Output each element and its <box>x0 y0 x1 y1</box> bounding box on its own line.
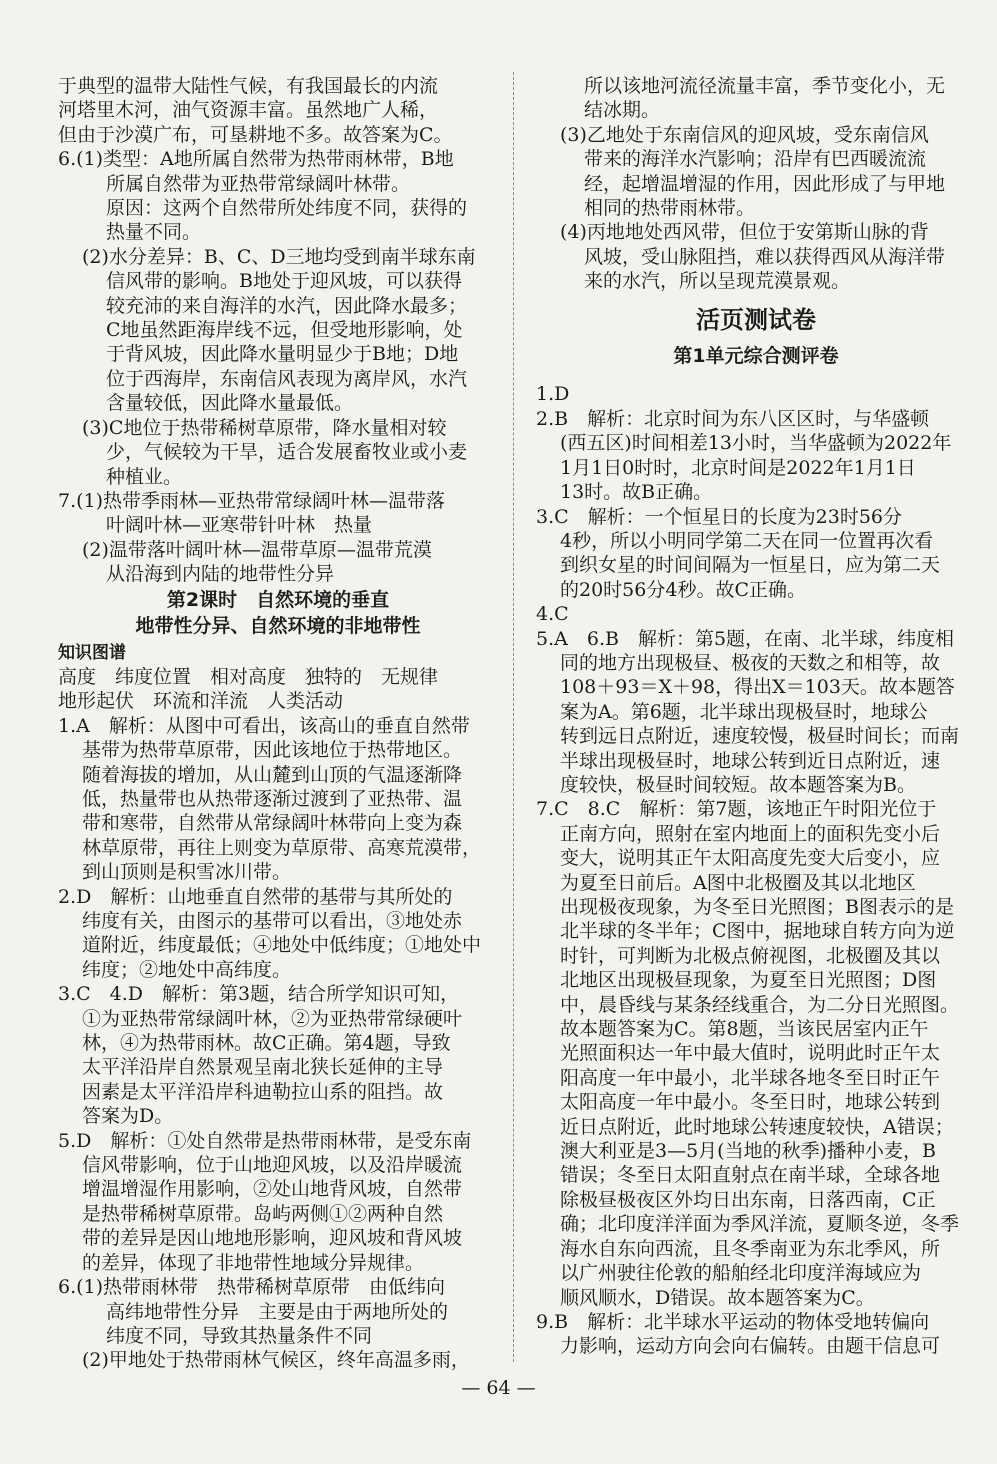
right-line: 度较快，极昼时间较短。故本题答案为B。 <box>560 773 916 796</box>
left-line: 地形起伏 环流和洋流 人类活动 <box>58 690 344 713</box>
right-line: 13时。故B正确。 <box>560 481 713 504</box>
right-line: 风坡，受山脉阻挡，难以获得西风从海洋带 <box>584 245 946 268</box>
right-line: 为夏至日前后。A图中北极圈及其以北地区 <box>560 871 916 894</box>
right-line: 除极昼极夜区外均日出东南，日落西南，C正 <box>560 1188 936 1211</box>
right-line: (3)乙地处于东南信风的迎风坡，受东南信风 <box>560 123 929 146</box>
right-line: 活页测试卷 <box>696 305 816 334</box>
left-line: 信风带的影响。B地处于迎风坡，可以获得 <box>106 270 462 293</box>
right-line: 案为A。第6题，北半球出现极昼时，地球公 <box>560 700 928 723</box>
left-line: 带和寒带，自然带从常绿阔叶林带向上变为森 <box>82 812 463 835</box>
right-line: 顺风顺水，D错误。故本题答案为C。 <box>560 1286 875 1309</box>
right-line: 出现极夜现象，为冬至日光照图；B图表示的是 <box>560 896 954 918</box>
left-line: 位于西海岸，东南信风表现为离岸风，水汽 <box>106 367 468 390</box>
left-line: 较充沛的来自海洋的水汽，因此降水最多； <box>106 294 468 317</box>
right-line: 力影响，运动方向会向右偏转。由题干信息可 <box>560 1335 941 1358</box>
right-line: 相同的热带雨林带。 <box>584 197 756 220</box>
right-column <box>536 74 976 1359</box>
left-line: 热量不同。 <box>106 221 202 244</box>
right-line: 9.B 解析：北半球水平运动的物体受地转偏向 <box>536 1310 930 1333</box>
left-line: ①为亚热带常绿阔叶林，②为亚热带常绿硬叶 <box>82 1007 463 1030</box>
page-number: — 64 — <box>461 1377 536 1399</box>
right-line: 经，起增温增湿的作用，因此形成了与甲地 <box>584 172 946 195</box>
right-line: 以广州驶往伦敦的船舶经北印度洋海域应为 <box>560 1262 922 1285</box>
left-line: 7.(1)热带季雨林—亚热带常绿阔叶林—温带落 <box>58 489 446 512</box>
left-line: 林，④为热带雨林。故C正确。第4题，导致 <box>82 1032 451 1055</box>
right-line: 错误；冬至日太阳直射点在南半球，全球各地 <box>560 1164 941 1187</box>
right-line: 故本题答案为C。第8题，当该民居室内正午 <box>560 1018 929 1041</box>
left-line: 到山顶则是积雪冰川带。 <box>82 861 292 884</box>
right-line: 4.C <box>536 603 569 626</box>
left-line: C地虽然距海岸线不远，但受地形影响，处 <box>106 319 463 342</box>
left-line: 低，热量带也从热带逐渐过渡到了亚热带、温 <box>82 787 463 810</box>
left-line: 种植业。 <box>106 465 183 488</box>
left-line: 知识图谱 <box>58 642 126 663</box>
left-line: (2)甲地处于热带雨林气候区，终年高温多雨， <box>82 1349 470 1372</box>
left-line: 含量较低，因此降水量最低。 <box>106 392 354 415</box>
left-line: 5.D 解析：①处自然带是热带雨林带，是受东南 <box>58 1129 472 1152</box>
left-line: 1.A 解析：从图中可看出，该高山的垂直自然带 <box>58 714 470 737</box>
left-line: 3.C 4.D 解析：第3题，结合所学知识可知， <box>58 983 460 1006</box>
left-line: (3)C地位于热带稀树草原带，降水量相对较 <box>82 416 447 439</box>
left-line: 高度 纬度位置 相对高度 独特的 无规律 <box>58 665 439 688</box>
right-line: 光照面积达一年中最大值时，说明此时正午太 <box>560 1042 941 1065</box>
left-line: 的差异，体现了非地带性地域分异规律。 <box>82 1251 425 1274</box>
left-line: 林草原带，再往上则变为草原带、高寒荒漠带， <box>82 836 482 859</box>
right-line: 半球出现极昼时，地球公转到近日点附近，速 <box>560 749 941 772</box>
right-line: 7.C 8.C 解析：第7题，该地正午时阳光位于 <box>536 798 937 821</box>
right-line: 的20时56分4秒。故C正确。 <box>560 578 806 601</box>
right-line: 近日点附近，此时地球公转速度较快，A错误； <box>560 1115 954 1138</box>
right-line: 中，晨昏线与某条经线重合，为二分日光照图。 <box>560 993 960 1016</box>
right-line: 变大，说明其正午太阳高度先变大后变小，应 <box>560 847 941 870</box>
left-column <box>58 74 498 1373</box>
left-line: 地带性分异、自然环境的非地带性 <box>135 614 421 637</box>
left-line: 所属自然带为亚热带常绿阔叶林带。 <box>106 172 411 195</box>
left-line: 叶阔叶林—亚寒带针叶林 热量 <box>106 514 373 537</box>
left-line: 道附近，纬度最低；④地处中低纬度；①地处中 <box>82 934 482 957</box>
left-line: (2)水分差异：B、C、D三地均受到南半球东南 <box>82 245 476 268</box>
left-line: 答案为D。 <box>82 1105 174 1128</box>
left-line: 第2课时 自然环境的垂直 <box>166 588 390 611</box>
right-line: 2.B 解析：北京时间为东八区区时，与华盛顿 <box>536 407 930 430</box>
right-line: 来的水汽，所以呈现荒漠景观。 <box>584 270 851 293</box>
left-line: 纬度不同，导致其热量条件不同 <box>106 1324 373 1347</box>
left-line: 高纬地带性分异 主要是由于两地所处的 <box>106 1300 449 1323</box>
left-line: (2)温带落叶阔叶林—温带草原—温带荒漠 <box>82 538 432 561</box>
left-line: 原因：这两个自然带所处纬度不同，获得的 <box>106 197 468 220</box>
right-line: 海水自东向西流，且冬季南亚为东北季风，所 <box>560 1237 941 1260</box>
right-line: 3.C 解析：一个恒星日的长度为23时56分 <box>536 505 903 528</box>
right-line: 时针，可判断为北极点俯视图，北极圈及其以 <box>560 944 941 967</box>
right-line: 4秒，所以小明同学第二天在同一位置再次看 <box>560 529 934 552</box>
left-line: 从沿海到内陆的地带性分异 <box>106 563 335 586</box>
right-line: 确；北印度洋洋面为季风洋流，夏顺冬逆，冬季 <box>560 1213 960 1236</box>
right-line: 澳大利亚是3—5月(当地的秋季)播种小麦，B <box>560 1140 936 1163</box>
left-line: 增温增湿作用影响，②处山地背风坡，自然带 <box>82 1178 463 1201</box>
left-line: 但由于沙漠广布，可垦耕地不多。故答案为C。 <box>58 123 453 146</box>
column-divider <box>513 72 514 1362</box>
right-line: (西五区)时间相差13小时，当华盛顿为2022年 <box>560 432 952 455</box>
left-line: 因素是太平洋沿岸科迪勒拉山系的阻挡。故 <box>82 1080 444 1103</box>
right-line: 1月1日0时时，北京时间是2022年1月1日 <box>560 456 916 479</box>
left-line: 是热带稀树草原带。岛屿两侧①②两种自然 <box>82 1202 444 1225</box>
left-line: 6.(1)热带雨林带 热带稀树草原带 由低纬向 <box>58 1276 446 1299</box>
left-line: 少，气候较为干旱，适合发展畜牧业或小麦 <box>106 441 468 464</box>
right-line: 1.D <box>536 383 570 406</box>
right-line: 太阳高度一年中最小。冬至日时，地球公转到 <box>560 1091 941 1114</box>
left-line: 于典型的温带大陆性气候，有我国最长的内流 <box>58 75 439 97</box>
left-line: 纬度；②地处中高纬度。 <box>82 958 292 981</box>
right-line: 同的地方出现极昼、极夜的天数之和相等，故 <box>560 651 941 674</box>
right-line: 所以该地河流径流量丰富，季节变化小，无 <box>584 75 946 97</box>
right-line: 108＋93＝X＋98，得出X＝103天。故本题答 <box>560 676 955 699</box>
left-line: 基带为热带草原带，因此该地位于热带地区。 <box>82 739 463 762</box>
right-line: 北半球的冬半年；C图中，据地球自转方向为逆 <box>560 920 955 943</box>
left-line: 6.(1)类型：A地所属自然带为热带雨林带，B地 <box>58 148 454 171</box>
right-line: 带来的海洋水汽影响；沿岸有巴西暖流流 <box>584 148 927 171</box>
left-line: 河塔里木河，油气资源丰富。虽然地广人稀， <box>58 99 439 122</box>
left-line: 带的差异是因山地地形影响，迎风坡和背风坡 <box>82 1227 463 1250</box>
right-line: (4)丙地地处西风带，但位于安第斯山脉的背 <box>560 221 929 244</box>
right-line: 到织女星的时间间隔为一恒星日，应为第二天 <box>560 554 941 577</box>
right-line: 第1单元综合测评卷 <box>673 345 839 368</box>
left-line: 纬度有关，由图示的基带可以看出，③地处赤 <box>82 910 463 932</box>
left-line: 2.D 解析：山地垂直自然带的基带与其所处的 <box>58 885 453 908</box>
right-line: 结冰期。 <box>584 99 661 122</box>
left-line: 信风带影响，位于山地迎风坡，以及沿岸暖流 <box>82 1154 463 1177</box>
right-line: 北地区出现极昼现象，为夏至日光照图；D图 <box>560 969 937 992</box>
right-line: 正南方向，照射在室内地面上的面积先变小后 <box>560 822 941 845</box>
left-line: 太平洋沿岸自然景观呈南北狭长延伸的主导 <box>82 1056 444 1079</box>
right-line: 转到远日点附近，速度较慢，极昼时间长；而南 <box>560 725 960 748</box>
left-line: 于背风坡，因此降水量明显少于B地；D地 <box>106 343 459 366</box>
right-line: 阳高度一年中最小，北半球各地冬至日时正午 <box>560 1066 941 1089</box>
left-line: 随着海拔的增加，从山麓到山顶的气温逐渐降 <box>82 763 463 786</box>
right-line: 5.A 6.B 解析：第5题，在南、北半球，纬度相 <box>536 627 955 650</box>
